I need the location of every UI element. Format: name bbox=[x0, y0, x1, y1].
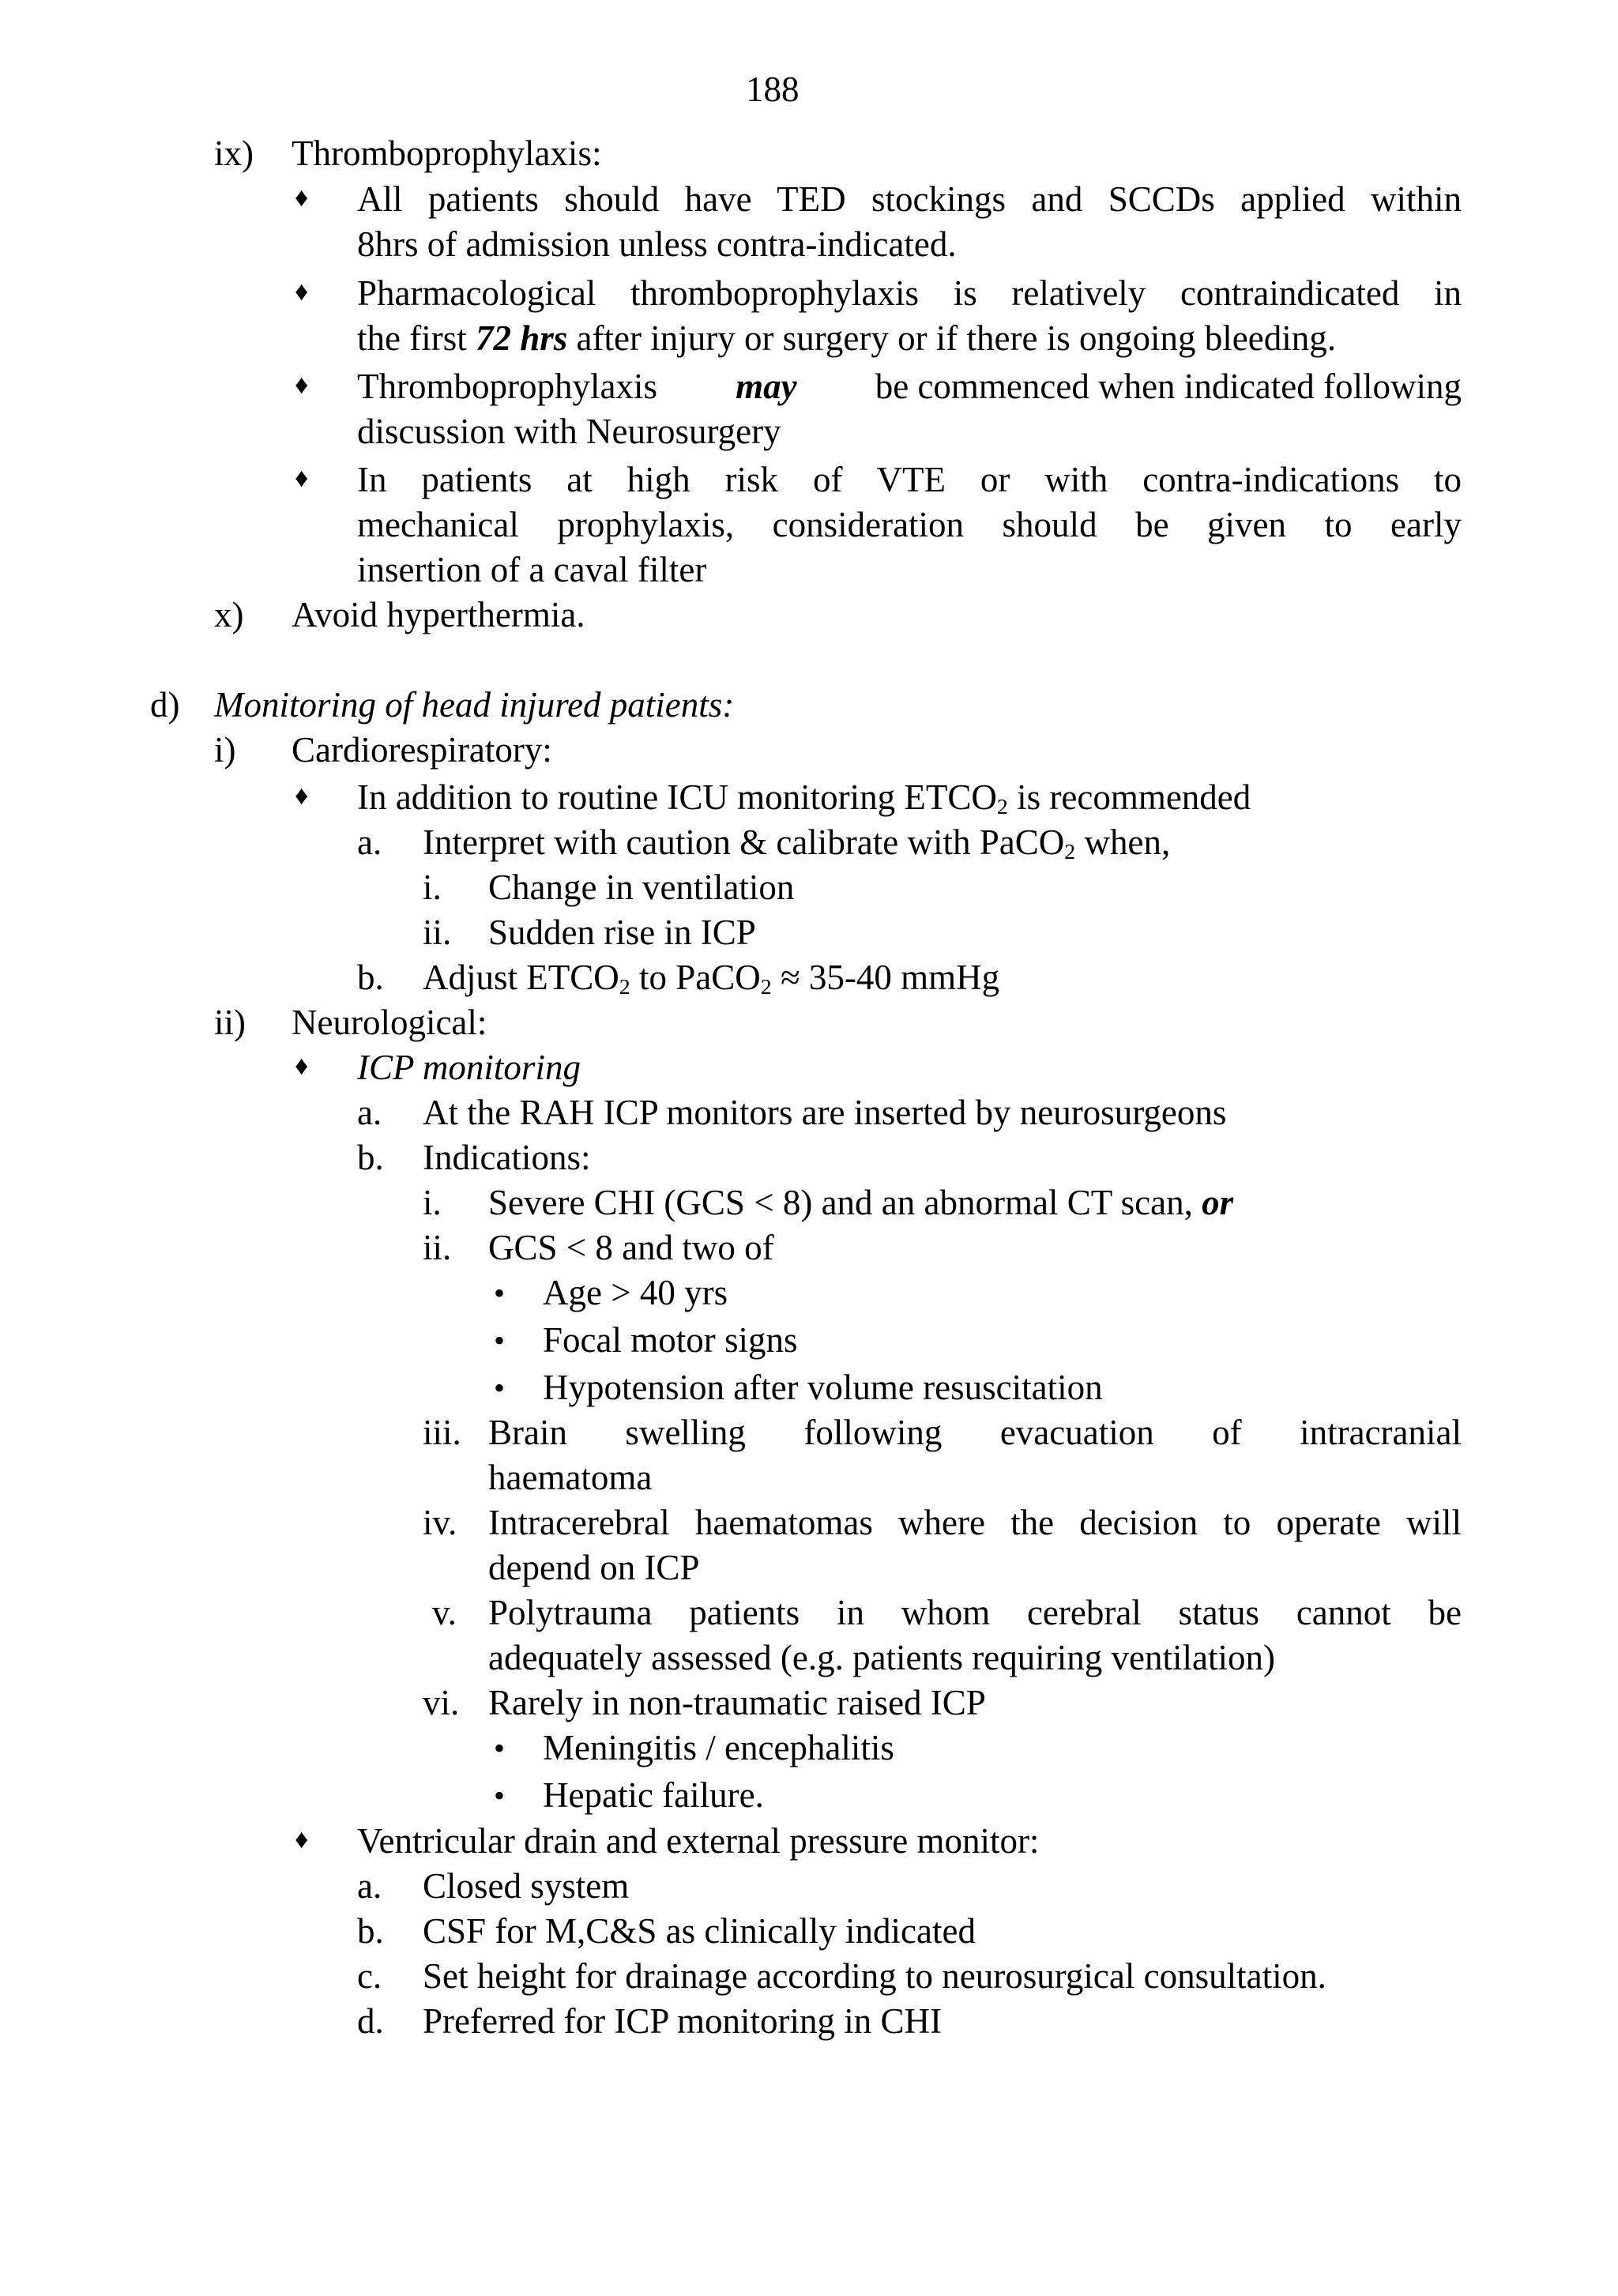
bullet-text: ICP monitoring bbox=[357, 1048, 581, 1087]
diamond-bullet-icon: ♦ bbox=[295, 277, 309, 307]
list-marker: iii. bbox=[423, 1413, 461, 1452]
bullet-icon: • bbox=[494, 1323, 506, 1358]
diamond-bullet-icon: ♦ bbox=[295, 1052, 309, 1081]
list-marker: b. bbox=[357, 1138, 384, 1177]
list-item: At the RAH ICP monitors are inserted by neurosurgeons bbox=[423, 1093, 1227, 1132]
sub-bullet-text: Focal motor signs bbox=[543, 1320, 798, 1360]
page-number: 188 bbox=[746, 70, 800, 109]
subsection-number: i) bbox=[214, 730, 236, 770]
bullet-text: mechanical prophylaxis, consideration should be given to early bbox=[357, 505, 1462, 544]
subsection-number: ii) bbox=[214, 1003, 246, 1042]
section-text: Avoid hyperthermia. bbox=[292, 595, 585, 634]
bullet-text: the first 72 hrs after injury or surgery or if there is ongoing bleeding. bbox=[357, 318, 1336, 358]
list-item: Sudden rise in ICP bbox=[488, 913, 756, 952]
bullet-text: In addition to routine ICU monitoring $ETCO_2$ is recommended bbox=[357, 777, 1251, 820]
list-marker: vi. bbox=[423, 1683, 460, 1722]
list-marker: i. bbox=[423, 1183, 442, 1222]
list-marker: c. bbox=[357, 1956, 382, 1996]
sub-bullet-text: Hypotension after volume resuscitation bbox=[543, 1368, 1103, 1407]
sub-bullet-text: Meningitis / encephalitis bbox=[543, 1728, 894, 1767]
subsection-heading: Neurological: bbox=[292, 1003, 487, 1042]
section-letter: d) bbox=[150, 685, 180, 725]
list-item: Severe CHI (GCS < 8) and an abnormal CT scan, or bbox=[488, 1183, 1234, 1222]
list-item: Intracerebral haematomas where the decision to operate will bbox=[488, 1503, 1462, 1542]
diamond-bullet-icon: ♦ bbox=[295, 371, 309, 400]
list-item: adequately assessed (e.g. patients requiring ventilation) bbox=[488, 1638, 1275, 1677]
list-item: Indications: bbox=[423, 1138, 591, 1177]
section-heading: Thromboprophylaxis: bbox=[292, 134, 602, 173]
sub-bullet-text: Hepatic failure. bbox=[543, 1775, 764, 1815]
list-item: Polytrauma patients in whom cerebral status cannot be bbox=[488, 1593, 1462, 1632]
diamond-bullet-icon: ♦ bbox=[295, 464, 309, 493]
bullet-text: All patients should have TED stockings and SCCDs applied within bbox=[357, 179, 1462, 219]
bullet-text: 8hrs of admission unless contra-indicated. bbox=[357, 224, 957, 264]
list-marker: a. bbox=[357, 1093, 382, 1132]
section-heading: Monitoring of head injured patients: bbox=[214, 685, 735, 725]
list-item: Set height for drainage according to neurosurgical consultation. bbox=[423, 1956, 1326, 1996]
list-item: Interpret with caution & calibrate with PaCO$_2$ when, bbox=[423, 822, 1171, 865]
section-number: ix) bbox=[214, 134, 254, 173]
list-item: GCS < 8 and two of bbox=[488, 1228, 774, 1267]
list-marker: a. bbox=[357, 1866, 382, 1906]
section-number: x) bbox=[214, 595, 244, 634]
list-item: depend on ICP bbox=[488, 1548, 700, 1587]
diamond-bullet-icon: ♦ bbox=[295, 781, 309, 811]
bullet-icon: • bbox=[494, 1275, 506, 1311]
list-marker: b. bbox=[357, 1911, 384, 1951]
list-marker: ii. bbox=[423, 913, 452, 952]
diamond-bullet-icon: ♦ bbox=[295, 183, 309, 213]
bullet-text: discussion with Neurosurgery bbox=[357, 412, 781, 451]
list-item: Adjust $ETCO_2$ to PaCO$_2$ ≈ 35-40 mmHg bbox=[423, 958, 1000, 1000]
bullet-text: Ventricular drain and external pressure monitor: bbox=[357, 1821, 1040, 1861]
list-marker: d. bbox=[357, 2001, 384, 2041]
list-marker: iv. bbox=[423, 1503, 457, 1542]
list-item: Change in ventilation bbox=[488, 868, 795, 907]
bullet-icon: • bbox=[494, 1778, 506, 1813]
list-item: CSF for M,C&S as clinically indicated bbox=[423, 1911, 976, 1951]
list-marker: ii. bbox=[423, 1228, 452, 1267]
bullet-text: In patients at high risk of VTE or with contra-indications to bbox=[357, 460, 1462, 499]
sub-bullet-text: Age > 40 yrs bbox=[543, 1273, 728, 1312]
list-item: Preferred for ICP monitoring in CHI bbox=[423, 2001, 942, 2041]
list-marker: v. bbox=[432, 1593, 457, 1632]
list-marker: a. bbox=[357, 822, 382, 862]
bullet-text: Pharmacological thromboprophylaxis is relatively contraindicated in bbox=[357, 273, 1462, 313]
bullet-text: insertion of a caval filter bbox=[357, 550, 707, 589]
list-item: Brain swelling following evacuation of intracranial bbox=[488, 1413, 1462, 1452]
list-item: haematoma bbox=[488, 1458, 653, 1497]
bullet-text: Thromboprophylaxis may be commenced when indicated following bbox=[357, 367, 1462, 406]
diamond-bullet-icon: ♦ bbox=[295, 1825, 309, 1854]
bullet-icon: • bbox=[494, 1370, 506, 1406]
list-item: Closed system bbox=[423, 1866, 630, 1906]
bullet-icon: • bbox=[494, 1730, 506, 1766]
subsection-heading: Cardiorespiratory: bbox=[292, 730, 552, 770]
list-marker: i. bbox=[423, 868, 442, 907]
list-item: Rarely in non-traumatic raised ICP bbox=[488, 1683, 986, 1722]
list-marker: b. bbox=[357, 958, 384, 997]
